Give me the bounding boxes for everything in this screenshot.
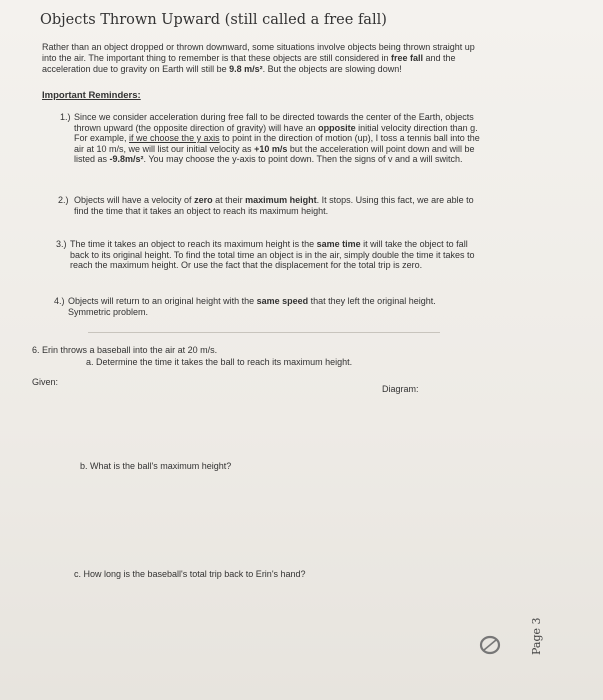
item-body xyxy=(74,195,474,216)
item-text: For example, xyxy=(74,133,130,143)
item-text: The time it takes an object to reach its maximum height is the xyxy=(70,239,317,249)
intro-text: acceleration due to gravity on Earth will still be xyxy=(42,64,230,74)
intro-line-3 xyxy=(42,64,537,75)
item-text: initial velocity direction than g. xyxy=(355,122,478,133)
item-number: 1.) xyxy=(60,112,71,122)
item-line xyxy=(74,123,480,134)
item-bold: +10 m/s xyxy=(254,143,288,154)
intro-bold: free fall xyxy=(391,53,424,63)
item-text: Objects will return to an original height with the xyxy=(68,296,257,306)
intro-line-1: Rather than an object dropped or thrown downward, some situations involve objects being thrown straight up xyxy=(42,42,475,52)
item-line xyxy=(74,154,480,165)
page-number: Page 3 xyxy=(530,617,543,655)
item-line: Symmetric problem. xyxy=(68,306,149,317)
section-divider xyxy=(88,332,440,333)
given-label: Given: xyxy=(32,377,59,387)
item-bold: same time xyxy=(316,239,361,249)
item-line xyxy=(70,239,475,250)
item-text: to point in the direction of motion (up), I toss a tennis ball into the xyxy=(219,133,480,143)
reminder-item-1 xyxy=(60,112,540,172)
reminder-item-2 xyxy=(58,195,538,219)
item-number: 4.) xyxy=(54,296,65,306)
diagram-label: Diagram: xyxy=(382,384,419,394)
item-line: find the time that it takes an object to reach its maximum height. xyxy=(74,205,329,216)
intro-line-2 xyxy=(42,53,537,64)
item-number: 2.) xyxy=(58,195,69,205)
item-text: at their xyxy=(212,195,246,205)
intro-text: into the air. The important thing to remember is that these objects are still considered in xyxy=(42,53,392,63)
item-underlined: if we choose the y axis xyxy=(129,133,220,143)
item-text: air at 10 m/s, we will list our initial velocity as xyxy=(74,143,255,154)
question-6a: a. Determine the time it takes the ball to reach its maximum height. xyxy=(86,357,353,367)
item-bold: -9.8m/s² xyxy=(109,154,144,164)
question-6: 6. Erin throws a baseball into the air at 20 m/s. xyxy=(32,345,218,355)
item-line: back to its original height. To find the total time an object is in the air, simply double the time it takes to xyxy=(70,249,475,260)
item-text: . You may choose the y-axis to point down. Then the signs of v and a will switch. xyxy=(143,154,463,164)
item-text: that they left the original height. xyxy=(308,296,436,306)
reminder-item-4 xyxy=(54,296,534,320)
intro-paragraph xyxy=(42,42,537,75)
reminder-item-3 xyxy=(56,239,536,275)
item-text: Objects will have a velocity of xyxy=(74,195,195,205)
item-line xyxy=(74,195,474,206)
question-6c: c. How long is the baseball's total trip back to Erin's hand? xyxy=(74,569,306,579)
item-body xyxy=(68,296,436,317)
intro-text: . But the objects are slowing down! xyxy=(262,64,402,74)
item-bold: opposite xyxy=(318,122,356,133)
item-number: 3.) xyxy=(56,239,67,249)
item-text: thrown upward (the opposite direction of gravity) will have an xyxy=(74,122,319,133)
baseball-logo-icon xyxy=(478,634,502,656)
intro-bold: 9.8 m/s² xyxy=(229,64,263,74)
item-body xyxy=(70,239,475,271)
item-text: listed as xyxy=(74,154,110,164)
item-text: it will take the object to fall xyxy=(360,239,468,249)
item-line xyxy=(68,296,436,307)
item-bold: zero xyxy=(194,195,213,205)
item-line xyxy=(74,133,480,144)
item-bold: maximum height xyxy=(245,195,317,205)
item-line: Since we consider acceleration during free fall to be directed towards the center of the Earth, objects xyxy=(74,112,474,122)
item-bold: same speed xyxy=(256,296,309,306)
question-6b: b. What is the ball's maximum height? xyxy=(80,461,232,471)
item-text: but the acceleration will point down and will be xyxy=(287,143,475,154)
item-line xyxy=(74,144,480,155)
item-text: . It stops. Using this fact, we are able to xyxy=(316,195,474,205)
reminders-heading: Important Reminders: xyxy=(42,90,141,101)
intro-text: and the xyxy=(423,53,456,63)
page-title: Objects Thrown Upward (still called a free fall) xyxy=(40,12,387,28)
item-line: reach the maximum height. Or use the fact that the displacement for the total trip is zero. xyxy=(70,260,423,270)
item-body xyxy=(74,112,480,165)
